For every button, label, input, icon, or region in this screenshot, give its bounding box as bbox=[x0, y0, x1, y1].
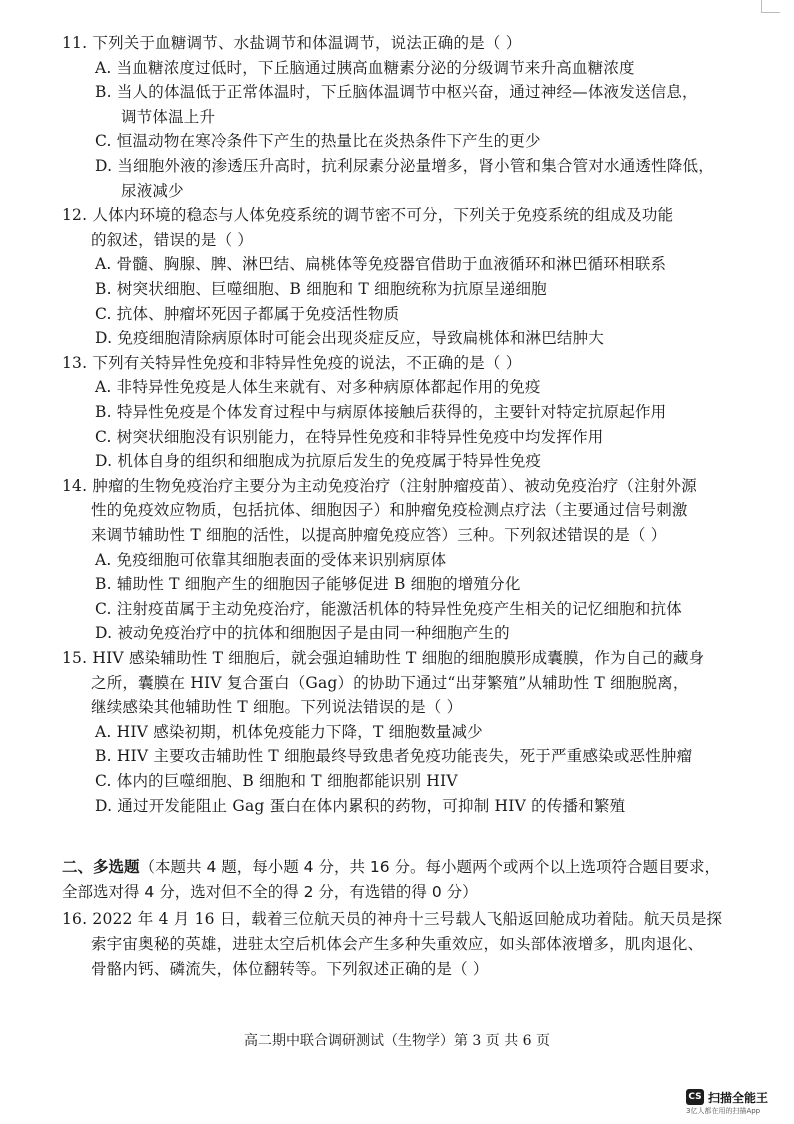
question-stem-line: 之所，囊膜在 HIV 复合蛋白（Gag）的协助下通过“出芽繁殖”从辅助性 T 细胞脱离， bbox=[91, 673, 689, 692]
question-stem-line: 的叙述，错误的是（ ） bbox=[91, 230, 254, 249]
question-stem-line: 13. 下列有关特异性免疫和非特异性免疫的说法，不正确的是（ ） bbox=[62, 353, 522, 372]
question-stem-line: 12. 人体内环境的稳态与人体免疫系统的调节密不可分，下列关于免疫系统的组成及功能 bbox=[62, 206, 674, 225]
option-line: 尿液减少 bbox=[121, 181, 184, 200]
scanner-tagline: 3亿人都在用的扫描App bbox=[686, 1107, 761, 1115]
option-line: C. 体内的巨噬细胞、B 细胞和 T 细胞都能识别 HIV bbox=[95, 772, 458, 790]
question-stem-line: 11. 下列关于血糖调节、水盐调节和体温调节，说法正确的是（ ） bbox=[62, 34, 522, 52]
option-line: B. 特异性免疫是个体发育过程中与病原体接触后获得的，主要针对特定抗原起作用 bbox=[95, 403, 667, 421]
question-stem-line: 继续感染其他辅助性 T 细胞。下列说法错误的是（ ） bbox=[91, 698, 463, 717]
option-line: A. 非特异性免疫是人体生来就有、对多种病原体都起作用的免疫 bbox=[95, 378, 541, 397]
question-stem-line: 性的免疫效应物质，包括抗体、细胞因子）和肿瘤免疫检测点疗法（主要通过信号刺激 bbox=[91, 501, 688, 520]
section-desc-line2: 全部选对得 4 分，选对但不全的得 2 分，有选错的得 0 分） bbox=[62, 883, 478, 901]
scanner-app-name: 扫描全能王 bbox=[708, 1090, 769, 1105]
q16-stem-line: 骨骼内钙、磷流失，体位翻转等。下列叙述正确的是（ ） bbox=[91, 960, 489, 978]
option-line: A. 骨髓、胸腺、脾、淋巴结、扁桃体等免疫器官借助于血液循环和淋巴循环相联系 bbox=[95, 255, 667, 274]
q16-stem-line: 16. 2022 年 4 月 16 日，载着三位航天员的神舟十三号载人飞船返回舱成功着陆。航天员是探 bbox=[62, 910, 723, 928]
option-line: D. 通过开发能阻止 Gag 蛋白在体内累积的药物，可抑制 HIV 的传播和繁殖 bbox=[95, 796, 626, 815]
q16-stem-line: 索宇宙奥秘的英雄，进驻太空后机体会产生多种失重效应，如头部体液增多，肌肉退化、 bbox=[91, 935, 704, 953]
section-heading bbox=[62, 856, 720, 878]
question-stem-line: 14. 肿瘤的生物免疫治疗主要分为主动免疫治疗（注射肿瘤疫苗）、被动免疫治疗（注射外源 bbox=[62, 476, 697, 495]
corner-mark bbox=[761, 0, 780, 13]
section-desc: （本题共 4 题，每小题 4 分，共 16 分。每小题两个或两个以上选项符合题目要求， bbox=[139, 858, 721, 876]
option-line: A. HIV 感染初期，机体免疫能力下降，T 细胞数量减少 bbox=[95, 722, 483, 741]
option-line: B. 当人的体温低于正常体温时，下丘脑体温调节中枢兴奋，通过神经—体液发送信息， bbox=[95, 83, 698, 102]
option-line: 调节体温上升 bbox=[121, 107, 216, 126]
scanner-logo bbox=[686, 1088, 768, 1106]
option-line: A. 当血糖浓度过低时，下丘脑通过胰高血糖素分泌的分级调节来升高血糖浓度 bbox=[95, 58, 635, 77]
option-line: D. 免疫细胞清除病原体时可能会出现炎症反应，导致扁桃体和淋巴结肿大 bbox=[95, 329, 605, 348]
option-line: C. 注射疫苗属于主动免疫治疗，能激活机体的特异性免疫产生相关的记忆细胞和抗体 bbox=[95, 599, 682, 618]
option-line: B. 树突状细胞、巨噬细胞、B 细胞和 T 细胞统称为抗原呈递细胞 bbox=[95, 280, 547, 298]
page-footer: 高二期中联合调研测试（生物学）第 3 页 共 6 页 bbox=[243, 1033, 551, 1049]
cs-logo-icon: CS bbox=[686, 1089, 704, 1105]
question-stem-line: 15. HIV 感染辅助性 T 细胞后，就会强迫辅助性 T 细胞的细胞膜形成囊膜，作为自己的藏身 bbox=[62, 649, 705, 667]
option-line: A. 免疫细胞可依靠其细胞表面的受体来识别病原体 bbox=[95, 550, 447, 569]
option-line: D. 当细胞外液的渗透压升高时，抗利尿素分泌量增多，肾小管和集合管对水通透性降低， bbox=[95, 157, 714, 175]
option-line: C. 恒温动物在寒冷条件下产生的热量比在炎热条件下产生的更少 bbox=[95, 132, 541, 151]
option-line: D. 被动免疫治疗中的抗体和细胞因子是由同一种细胞产生的 bbox=[95, 624, 510, 643]
option-line: C. 树突状细胞没有识别能力，在特异性免疫和非特异性免疫中均发挥作用 bbox=[95, 427, 604, 446]
option-line: B. 辅助性 T 细胞产生的细胞因子能够促进 B 细胞的增殖分化 bbox=[95, 575, 521, 594]
option-line: C. 抗体、肿瘤坏死因子都属于免疫活性物质 bbox=[95, 304, 400, 323]
option-line: B. HIV 主要攻击辅助性 T 细胞最终导致患者免疫功能丧失，死于严重感染或恶性肿瘤 bbox=[95, 747, 693, 766]
section-title: 二、多选题 bbox=[62, 858, 140, 876]
question-stem-line: 来调节辅助性 T 细胞的活性，以提高肿瘤免疫应答）三种。下列叙述错误的是（ ） bbox=[91, 526, 667, 544]
option-line: D. 机体自身的组织和细胞成为抗原后发生的免疫属于特异性免疫 bbox=[95, 452, 542, 471]
